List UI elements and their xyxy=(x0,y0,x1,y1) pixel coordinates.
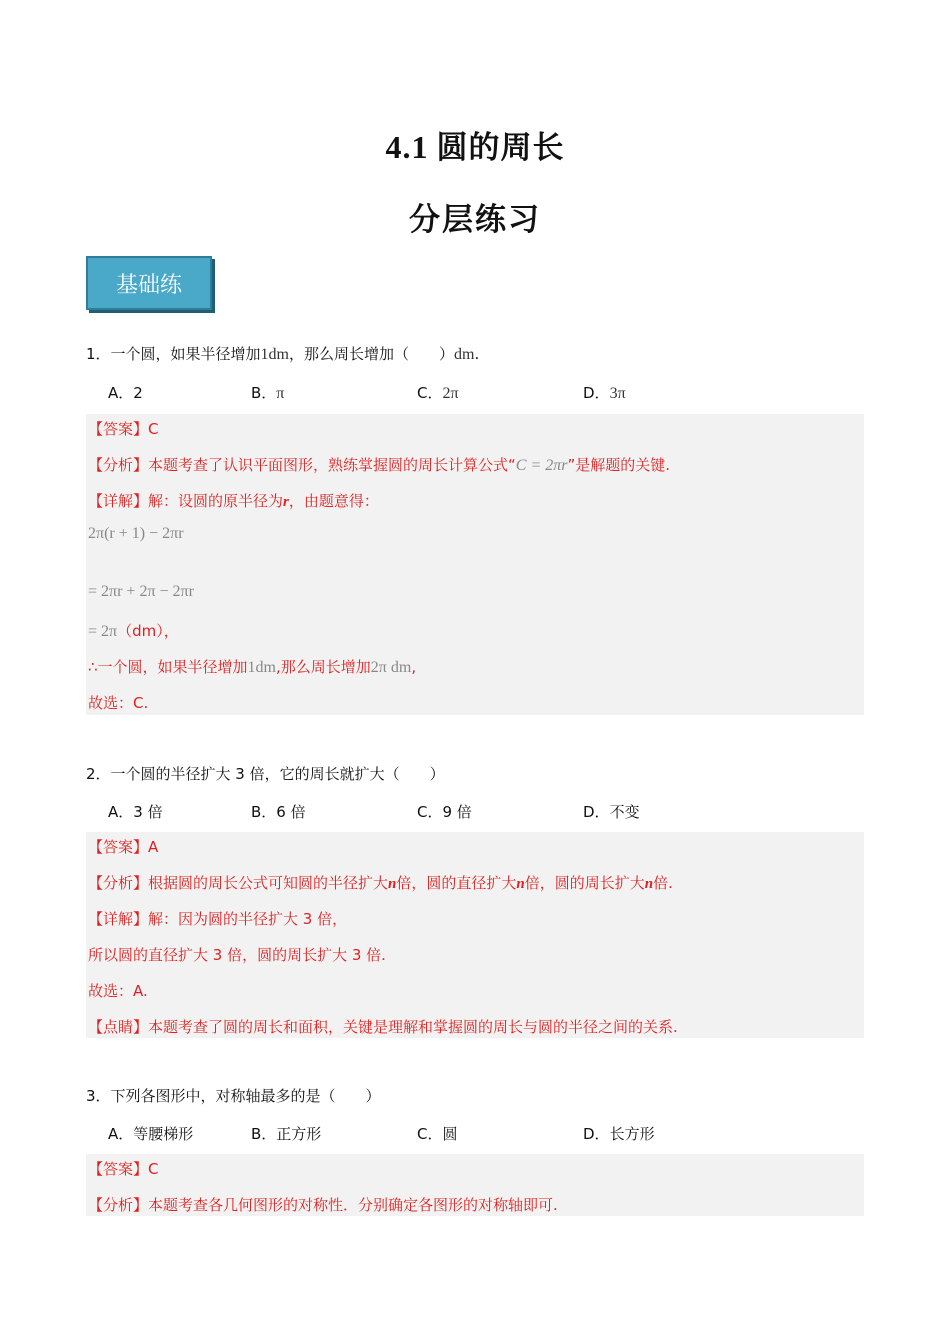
page-title xyxy=(0,122,950,167)
chapter-number: 4.1 xyxy=(385,129,429,165)
q1-option-b[interactable]: B．π xyxy=(251,384,285,402)
q1-answer: 【答案】C xyxy=(88,420,159,438)
q3-option-d[interactable]: D．长方形 xyxy=(583,1125,655,1143)
q1-step-3: = 2π（dm）， xyxy=(88,622,179,640)
question-2-stem: 2．一个圆的半径扩大 3 倍，它的周长就扩大（ ） xyxy=(86,765,445,783)
q1-analysis: 【分析】本题考查了认识平面图形，熟练掌握圆的周长计算公式“C = 2πr”是解题的关键. xyxy=(88,456,671,474)
question-2-options xyxy=(108,801,848,821)
q1-option-d[interactable]: D．3π xyxy=(583,384,626,402)
q2-answer: 【答案】A xyxy=(88,838,159,856)
q1-stem-part-c: . xyxy=(474,345,480,363)
q1-stem-part-b: ，那么周长增加（ ） xyxy=(289,345,455,363)
q3-answer: 【答案】C xyxy=(88,1160,159,1178)
q3-option-b[interactable]: B．正方形 xyxy=(251,1125,322,1143)
q2-analysis: 【分析】根据圆的周长公式可知圆的半径扩大n倍，圆的直径扩大n倍，圆的周长扩大n倍. xyxy=(88,874,673,892)
q1-math-1dm: 1dm xyxy=(260,346,289,363)
q2-option-d[interactable]: D．不变 xyxy=(583,803,640,821)
question-1-options xyxy=(108,382,848,402)
question-3-options xyxy=(108,1123,848,1143)
q2-option-c[interactable]: C．9 倍 xyxy=(417,803,472,821)
q1-option-c[interactable]: C．2π xyxy=(417,384,459,402)
q1-detail: 【详解】解：设圆的原半径为r，由题意得： xyxy=(88,492,379,510)
q1-option-a[interactable]: A．2 xyxy=(108,384,143,402)
q1-choose: 故选：C. xyxy=(88,694,149,712)
question-1-stem xyxy=(86,344,479,365)
q1-math-dm: dm xyxy=(454,346,475,363)
q2-option-b[interactable]: B．6 倍 xyxy=(251,803,306,821)
q2-solution-box xyxy=(86,832,864,1038)
q1-conclusion: ∴一个圆，如果半径增加1dm,那么周长增加2π dm, xyxy=(88,658,417,676)
question-3-stem: 3．下列各图形中，对称轴最多的是（ ） xyxy=(86,1087,381,1105)
section-badge: 基础练 xyxy=(86,256,212,310)
q3-analysis: 【分析】本题考查各几何图形的对称性．分别确定各图形的对称轴即可. xyxy=(88,1196,558,1214)
q1-step-2: = 2πr + 2π − 2πr xyxy=(88,583,194,600)
q2-option-a[interactable]: A．3 倍 xyxy=(108,803,163,821)
q2-detail: 【详解】解：因为圆的半径扩大 3 倍， xyxy=(88,910,348,928)
q2-choose: 故选：A. xyxy=(88,982,148,1000)
page-subtitle: 分层练习 xyxy=(409,202,541,238)
q3-solution-box xyxy=(86,1154,864,1216)
q1-step-1: 2π(r + 1) − 2πr xyxy=(88,525,184,542)
chapter-title: 圆的周长 xyxy=(436,130,565,166)
q1-stem-part-a: 1．一个圆，如果半径增加 xyxy=(86,345,261,363)
q2-detail-line-2: 所以圆的直径扩大 3 倍，圆的周长扩大 3 倍. xyxy=(88,946,386,964)
q3-option-a[interactable]: A．等腰梯形 xyxy=(108,1125,194,1143)
q1-solution-box xyxy=(86,414,864,715)
q2-comment: 【点睛】本题考查了圆的周长和面积，关键是理解和掌握圆的周长与圆的半径之间的关系. xyxy=(88,1018,678,1036)
q3-option-c[interactable]: C．圆 xyxy=(417,1125,458,1143)
